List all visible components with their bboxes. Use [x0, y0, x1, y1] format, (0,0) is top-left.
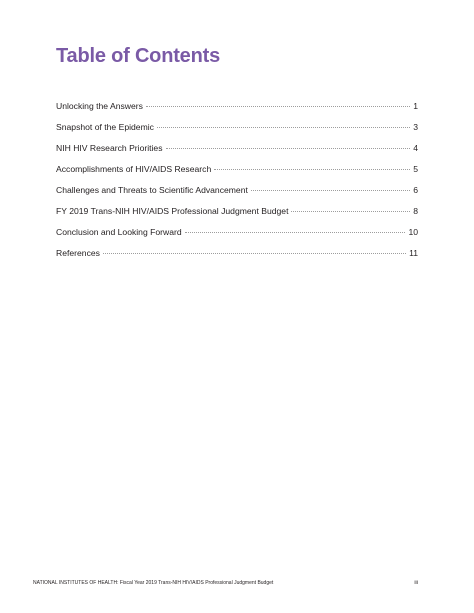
toc-entry-label: Challenges and Threats to Scientific Advancement — [56, 185, 248, 195]
toc-entry[interactable] — [56, 247, 418, 268]
toc-entry-label: Accomplishments of HIV/AIDS Research — [56, 164, 212, 174]
toc-list — [56, 100, 418, 268]
toc-entry[interactable] — [56, 163, 418, 184]
toc-entry-page: 1 — [413, 101, 418, 111]
toc-entry-page: 6 — [413, 185, 418, 195]
toc-dot-leader — [157, 127, 410, 128]
toc-entry-page: 8 — [413, 206, 418, 216]
toc-entry-label: References — [56, 248, 100, 258]
footer-page-number: iii — [414, 580, 418, 586]
toc-dot-leader — [166, 148, 411, 149]
toc-entry-page: 11 — [409, 248, 418, 258]
toc-entry-page: 10 — [408, 227, 418, 237]
footer-org-name: NATIONAL INSTITUTES OF HEALTH: — [33, 580, 119, 586]
toc-dot-leader — [251, 190, 410, 191]
toc-entry[interactable] — [56, 226, 418, 247]
footer-document-title: Fiscal Year 2019 Trans-NIH HIV/AIDS Professional Judgment Budget — [119, 580, 274, 586]
toc-entry-label: FY 2019 Trans-NIH HIV/AIDS Professional Judgment Budget — [56, 206, 289, 216]
toc-entry[interactable] — [56, 184, 418, 205]
toc-entry-label: Snapshot of the Epidemic — [56, 122, 154, 132]
toc-dot-leader — [103, 253, 406, 254]
toc-entry-page: 3 — [413, 122, 418, 132]
toc-dot-leader — [214, 169, 410, 170]
toc-entry[interactable] — [56, 205, 418, 226]
toc-entry-label: NIH HIV Research Priorities — [56, 143, 163, 153]
toc-entry[interactable] — [56, 121, 418, 142]
toc-entry-page: 5 — [413, 164, 418, 174]
toc-dot-leader — [146, 106, 410, 107]
page-footer — [33, 578, 418, 588]
toc-dot-leader — [291, 211, 410, 212]
toc-entry[interactable] — [56, 142, 418, 163]
page-title: Table of Contents — [56, 45, 221, 67]
toc-entry-page: 4 — [413, 143, 418, 153]
toc-entry-label: Conclusion and Looking Forward — [56, 227, 182, 237]
footer-running-title — [33, 580, 273, 586]
toc-entry[interactable] — [56, 100, 418, 121]
toc-entry-label: Unlocking the Answers — [56, 101, 143, 111]
toc-dot-leader — [185, 232, 406, 233]
